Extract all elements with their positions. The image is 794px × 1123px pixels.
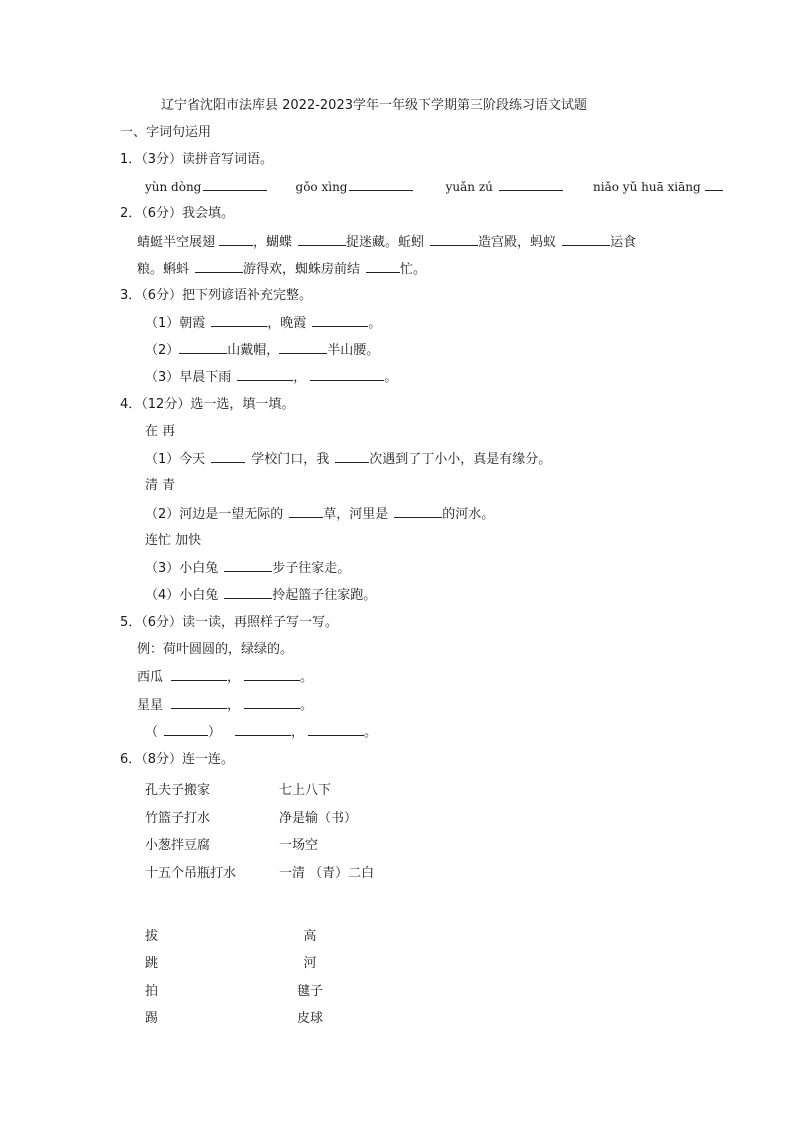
- q3-item-1: [145, 314, 381, 333]
- q2-text: ，蝴蝶: [253, 235, 293, 250]
- q5-text: 。: [364, 725, 378, 740]
- q5-row-3: [145, 723, 377, 742]
- q6-noun-item[interactable]: 毽子: [296, 983, 323, 999]
- q4-text: 拎起篮子往家跑。: [272, 588, 377, 603]
- q2-text: 捉迷藏。蚯蚓: [346, 235, 425, 250]
- q2-blank[interactable]: [298, 233, 346, 246]
- q2-text: 造宫殿，蚂蚁: [478, 235, 557, 250]
- q2-blank[interactable]: [366, 260, 400, 273]
- q6-verb-item[interactable]: 跳: [145, 956, 159, 972]
- q6-verb-item[interactable]: 拔: [145, 929, 159, 944]
- q5-text: ，: [227, 698, 241, 713]
- q3-item-2: [145, 341, 379, 360]
- q5-row-1: [137, 668, 313, 687]
- q2-text: 蜻蜓半空展翅: [137, 235, 216, 250]
- q6-right-column-2: [294, 923, 326, 1032]
- q1-pinyin-4: niǎo yǔ huā xiāng: [593, 180, 701, 194]
- q4-options-1: 在 再: [145, 424, 176, 439]
- q5-example: 例：荷叶圆圆的，绿绿的。: [137, 642, 294, 657]
- q6-noun-item[interactable]: 皮球: [296, 1010, 323, 1026]
- q6-left-column-2: [145, 923, 158, 1032]
- q1-pinyin-3: yuǎn zú: [445, 180, 493, 194]
- q6-right-column: [279, 777, 374, 887]
- q4-sentence-3: [145, 559, 350, 578]
- q4-blank[interactable]: [224, 559, 272, 572]
- q2-heading: 2．（6分）我会填。: [120, 206, 235, 221]
- q3-text: （3）早晨下雨: [145, 370, 232, 385]
- q2-blank[interactable]: [195, 260, 243, 273]
- q4-options-2: 清 青: [145, 478, 176, 493]
- q3-item-3: [145, 368, 397, 387]
- q5-text: 。: [300, 670, 314, 685]
- q4-text: 步子往家走。: [272, 561, 351, 576]
- q3-text: 半山腰。: [327, 343, 380, 358]
- q4-text: （1）今天: [145, 452, 206, 467]
- q4-text: 的河水。: [442, 507, 495, 522]
- q6-left-item[interactable]: 小葱拌豆腐: [145, 838, 211, 853]
- q2-text: 运食: [610, 235, 637, 250]
- q1-blank-3[interactable]: [499, 178, 563, 191]
- q5-blank[interactable]: [244, 696, 300, 709]
- q6-right-item[interactable]: 七上八下: [279, 783, 332, 798]
- q5-text: ，: [227, 670, 241, 685]
- q2-text: 粮。蝌蚪: [137, 262, 190, 277]
- q5-text: 。: [300, 698, 314, 713]
- q6-right-item[interactable]: 一场空: [279, 838, 319, 853]
- q4-heading: 4．（12分）选一选，填一填。: [120, 397, 295, 412]
- q6-left-item[interactable]: 十五个吊瓶打水: [145, 865, 237, 881]
- q3-text: 山戴帽，: [227, 343, 280, 358]
- q1-blank-1[interactable]: [203, 178, 267, 191]
- q1-pinyin-2: gǒo xìng: [295, 180, 348, 194]
- q4-text: 次遇到了丁小小，真是有缘分。: [369, 452, 552, 467]
- q4-text: （4）小白兔: [145, 588, 219, 603]
- q5-blank[interactable]: [308, 723, 364, 736]
- q2-blank[interactable]: [562, 233, 610, 246]
- q6-verb-item[interactable]: 踢: [145, 1010, 159, 1026]
- q1-pinyin-1: yùn dòng: [145, 180, 202, 194]
- q4-blank[interactable]: [289, 505, 323, 518]
- q4-options-3: 连忙 加快: [145, 533, 202, 548]
- q1-blank-4[interactable]: [705, 178, 723, 191]
- q6-noun-item[interactable]: 河: [303, 956, 317, 972]
- q5-blank[interactable]: [171, 668, 227, 681]
- q4-sentence-2: [145, 505, 494, 524]
- q5-row-2: [137, 696, 313, 715]
- q4-text: 学校门口，我: [251, 452, 330, 467]
- q2-line-2: [137, 260, 426, 279]
- q4-sentence-4: [145, 586, 376, 605]
- q4-text: 草，河里是: [323, 507, 389, 522]
- q4-blank[interactable]: [335, 450, 369, 463]
- q6-noun-item[interactable]: 高: [303, 929, 317, 944]
- q6-left-column: [145, 777, 236, 887]
- q2-text: 游得欢，蜘蛛房前结: [243, 262, 361, 277]
- q3-blank[interactable]: [211, 314, 267, 327]
- q2-blank[interactable]: [219, 233, 253, 246]
- q5-text: ）: [208, 725, 222, 740]
- q5-blank[interactable]: [235, 723, 291, 736]
- q5-blank[interactable]: [171, 696, 227, 709]
- q2-text: 忙。: [400, 262, 427, 277]
- q5-blank[interactable]: [164, 723, 208, 736]
- q1-heading: 1．（3分）读拼音写词语。: [120, 152, 274, 167]
- q2-blank[interactable]: [430, 233, 478, 246]
- q1-blank-2[interactable]: [349, 178, 413, 191]
- q5-text: （: [145, 725, 159, 740]
- q3-blank[interactable]: [310, 368, 384, 381]
- q3-heading: 3．（6分）把下列谚语补充完整。: [120, 288, 313, 303]
- q3-blank[interactable]: [237, 368, 293, 381]
- q3-text: （2）: [145, 343, 180, 358]
- q3-text: 。: [368, 316, 382, 331]
- q6-left-item[interactable]: 竹篮子打水: [145, 810, 211, 826]
- q6-right-item[interactable]: 一清 （青）二白: [279, 865, 375, 881]
- q6-left-item[interactable]: 孔夫子搬家: [145, 783, 211, 798]
- q1-pinyin-row: [145, 178, 723, 197]
- q6-right-item[interactable]: 净是输（书）: [279, 810, 358, 826]
- q4-blank[interactable]: [394, 505, 442, 518]
- q3-text: 。: [384, 370, 398, 385]
- q3-text: （1）朝霞: [145, 316, 206, 331]
- q5-blank[interactable]: [244, 668, 300, 681]
- q3-blank[interactable]: [279, 341, 327, 354]
- q4-sentence-1: [145, 450, 551, 469]
- q3-blank[interactable]: [179, 341, 227, 354]
- q4-text: （2）河边是一望无际的: [145, 507, 284, 522]
- q3-text: ，: [293, 370, 307, 385]
- q5-text: ，: [291, 725, 305, 740]
- q3-blank[interactable]: [312, 314, 368, 327]
- q5-heading: 5．（6分）读一读，再照样子写一写。: [120, 615, 339, 630]
- q3-text: ，晚霞: [267, 316, 307, 331]
- q4-blank[interactable]: [224, 586, 272, 599]
- q5-text: 星星: [137, 698, 164, 713]
- q5-text: 西瓜: [137, 670, 164, 685]
- q6-heading: 6．（8分）连一连。: [120, 752, 235, 767]
- q2-line-1: [137, 233, 636, 252]
- q4-blank[interactable]: [211, 450, 245, 463]
- page-title: 辽宁省沈阳市法库县 2022-2023学年一年级下学期第三阶段练习语文试题: [161, 98, 587, 113]
- q4-text: （3）小白兔: [145, 561, 219, 576]
- section-heading: 一、字词句运用: [120, 125, 212, 140]
- q6-verb-item[interactable]: 拍: [145, 983, 159, 999]
